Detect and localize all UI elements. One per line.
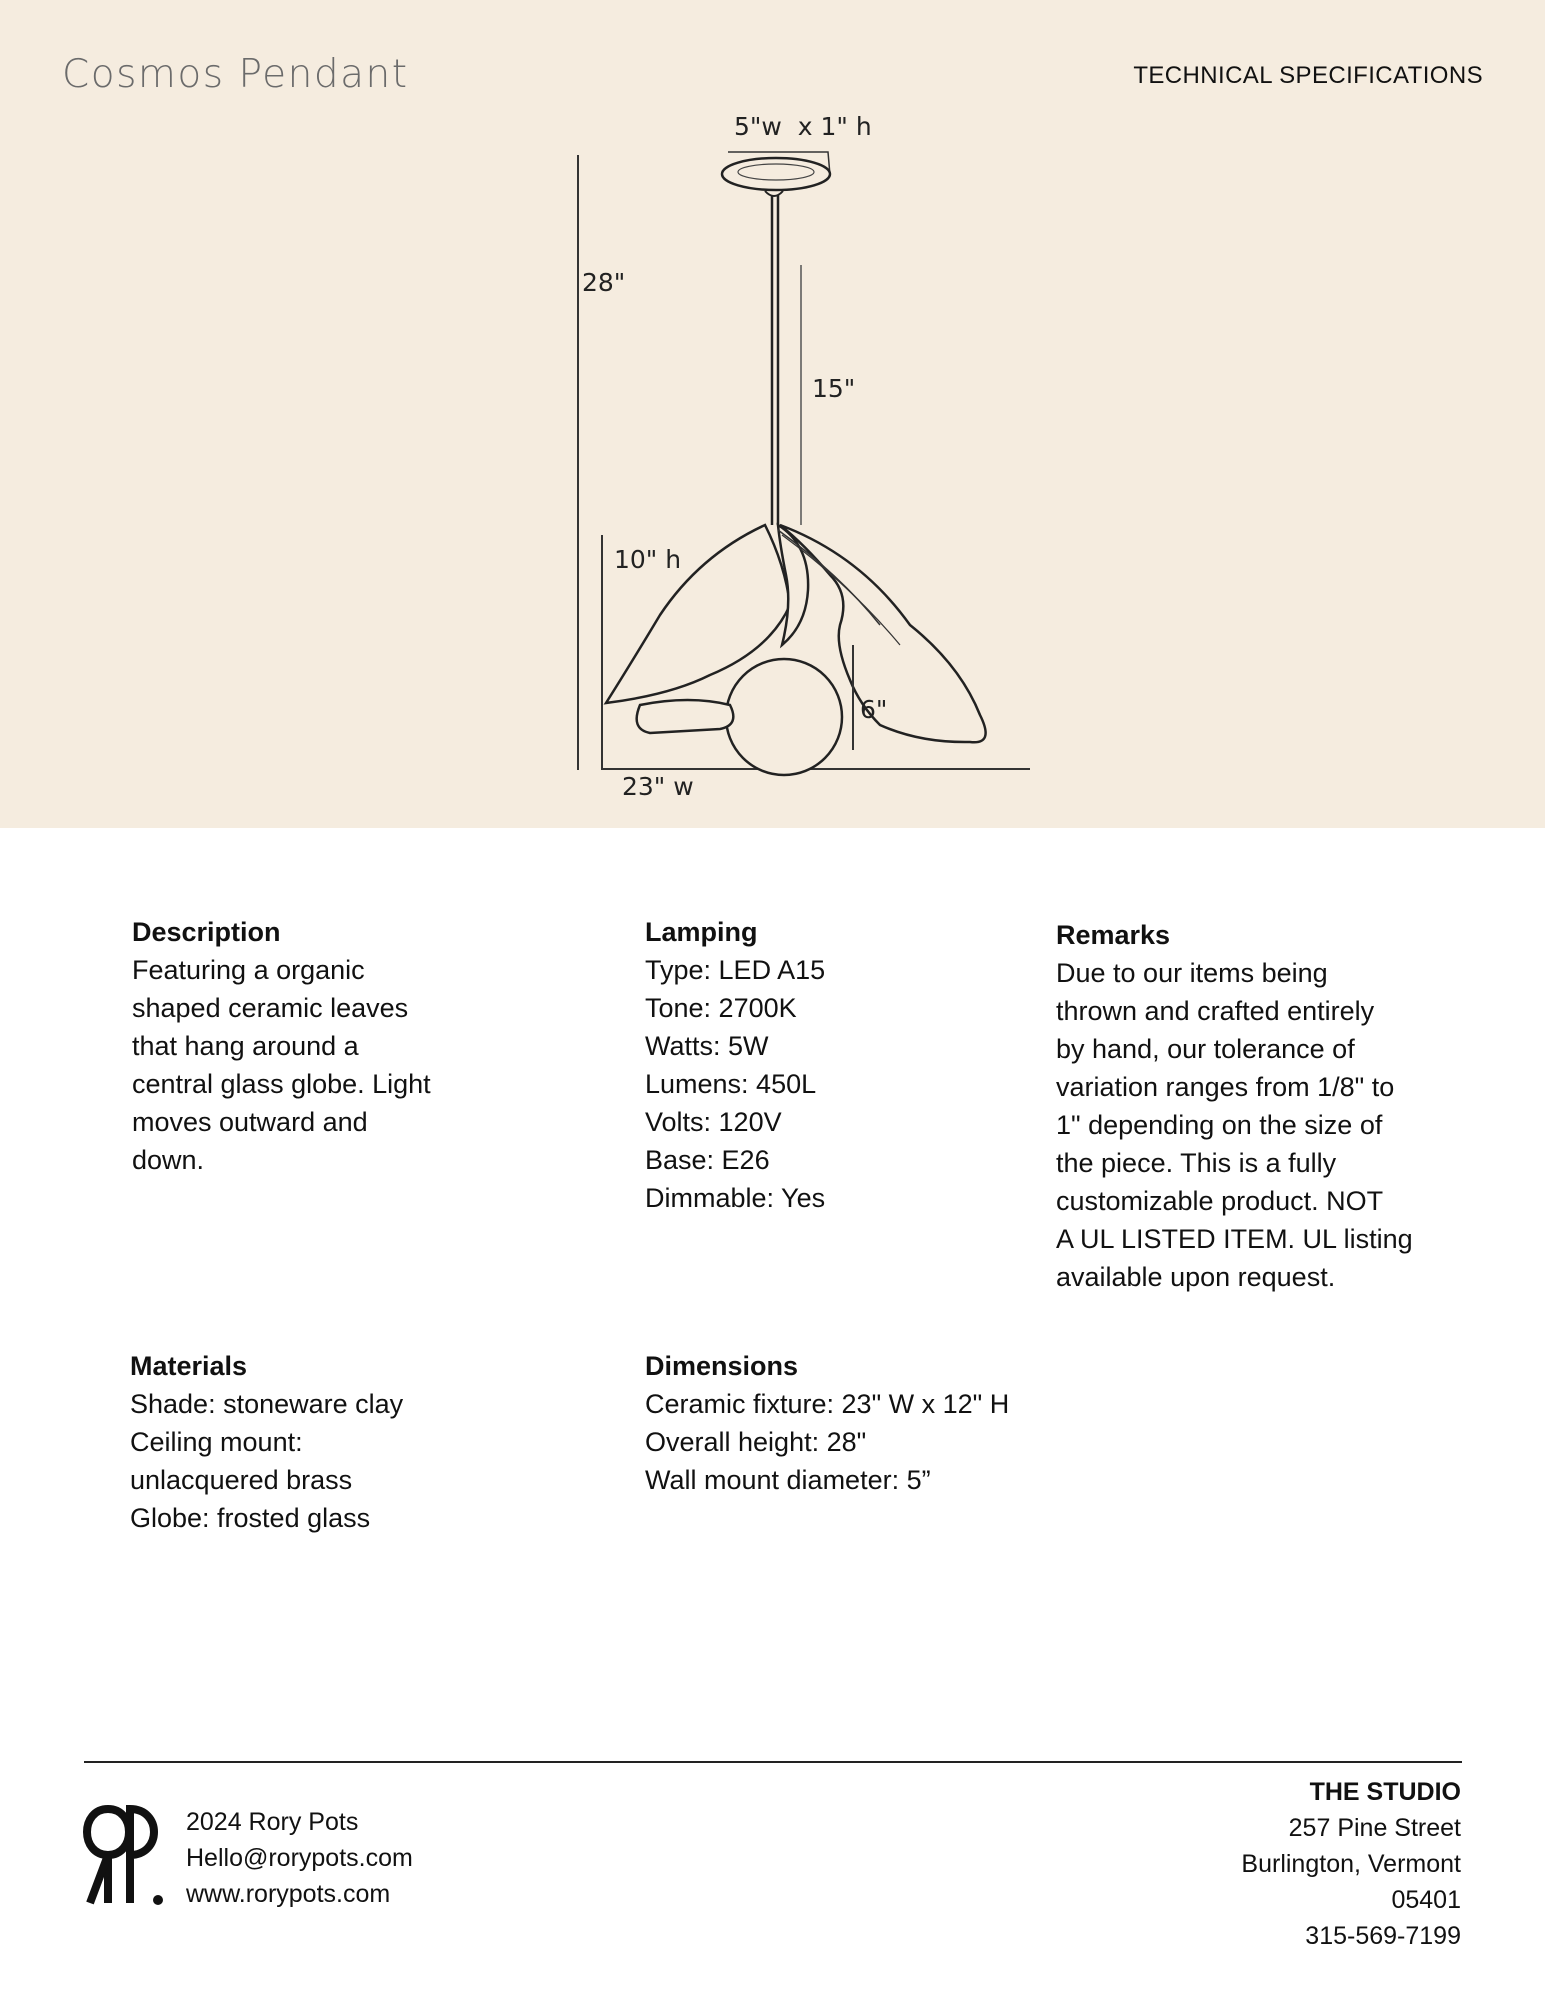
lamping-line: Base: E26 <box>645 1145 770 1175</box>
lamping-line: Watts: 5W <box>645 1031 769 1061</box>
copyright-text: 2024 Rory Pots <box>186 1808 359 1836</box>
address-zip: 05401 <box>1391 1886 1461 1914</box>
page-title: Cosmos Pendant <box>62 52 409 97</box>
pendant-sketch <box>560 105 1060 805</box>
description-line: shaped ceramic leaves <box>132 993 409 1023</box>
description-line: down. <box>132 1145 205 1175</box>
description-line: Featuring a organic <box>132 955 365 985</box>
remarks-heading: Remarks <box>1056 920 1171 950</box>
lamping-line: Dimmable: Yes <box>645 1183 826 1213</box>
lamping-section <box>645 913 1005 1217</box>
studio-address <box>1241 1774 1461 1954</box>
dimensions-heading: Dimensions <box>645 1351 799 1381</box>
materials-section <box>130 1347 510 1537</box>
glass-globe <box>726 659 842 775</box>
canopy-dimension-label: 5"w x 1" h <box>734 112 872 141</box>
lamping-line: Tone: 2700K <box>645 993 797 1023</box>
fixture-height-label: 10" h <box>614 545 682 574</box>
pendant-rod <box>772 195 778 525</box>
remarks-line: customizable product. NOT <box>1056 1186 1384 1216</box>
email-link[interactable]: Hello@rorypots.com <box>186 1844 413 1872</box>
description-line: moves outward and <box>132 1107 368 1137</box>
materials-line: unlacquered brass <box>130 1465 353 1495</box>
rory-pots-logo <box>78 1805 168 1905</box>
phone-number: 315-569-7199 <box>1305 1922 1461 1950</box>
materials-heading: Materials <box>130 1351 248 1381</box>
address-city: Burlington, Vermont <box>1241 1850 1461 1878</box>
remarks-line: available upon request. <box>1056 1262 1336 1292</box>
remarks-section <box>1056 916 1456 1296</box>
materials-line: Shade: stoneware clay <box>130 1389 404 1419</box>
footer-divider <box>84 1761 1462 1763</box>
dimensions-line: Ceramic fixture: 23" W x 12" H <box>645 1389 1010 1419</box>
lamping-line: Type: LED A15 <box>645 955 826 985</box>
remarks-line: the piece. This is a fully <box>1056 1148 1337 1178</box>
dimensions-section <box>645 1347 1085 1499</box>
footer-contact <box>186 1804 413 1912</box>
description-line: that hang around a <box>132 1031 359 1061</box>
materials-line: Globe: frosted glass <box>130 1503 371 1533</box>
dimensions-line: Overall height: 28" <box>645 1427 867 1457</box>
overall-height-label: 28" <box>582 268 626 297</box>
canopy <box>722 158 830 190</box>
lamping-heading: Lamping <box>645 917 758 947</box>
description-heading: Description <box>132 917 281 947</box>
website-link[interactable]: www.rorypots.com <box>186 1880 391 1908</box>
remarks-line: 1" depending on the size of <box>1056 1110 1383 1140</box>
remarks-line: A UL LISTED ITEM. UL listing <box>1056 1224 1413 1254</box>
description-section <box>132 913 492 1179</box>
rod-length-label: 15" <box>812 374 856 403</box>
address-street: 257 Pine Street <box>1288 1814 1461 1842</box>
remarks-line: thrown and crafted entirely <box>1056 996 1375 1026</box>
lamping-line: Lumens: 450L <box>645 1069 817 1099</box>
description-line: central glass globe. Light <box>132 1069 431 1099</box>
dimensions-line: Wall mount diameter: 5” <box>645 1465 931 1495</box>
fixture-width-label: 23" w <box>622 772 694 801</box>
remarks-line: Due to our items being <box>1056 958 1328 988</box>
remarks-line: variation ranges from 1/8" to <box>1056 1072 1395 1102</box>
remarks-line: by hand, our tolerance of <box>1056 1034 1355 1064</box>
materials-line: Ceiling mount: <box>130 1427 303 1457</box>
studio-heading: THE STUDIO <box>1309 1778 1461 1806</box>
lower-left-leaf <box>637 700 734 733</box>
document-subtitle: TECHNICAL SPECIFICATIONS <box>1133 62 1483 89</box>
globe-height-label: 6" <box>860 695 888 724</box>
lamping-line: Volts: 120V <box>645 1107 782 1137</box>
